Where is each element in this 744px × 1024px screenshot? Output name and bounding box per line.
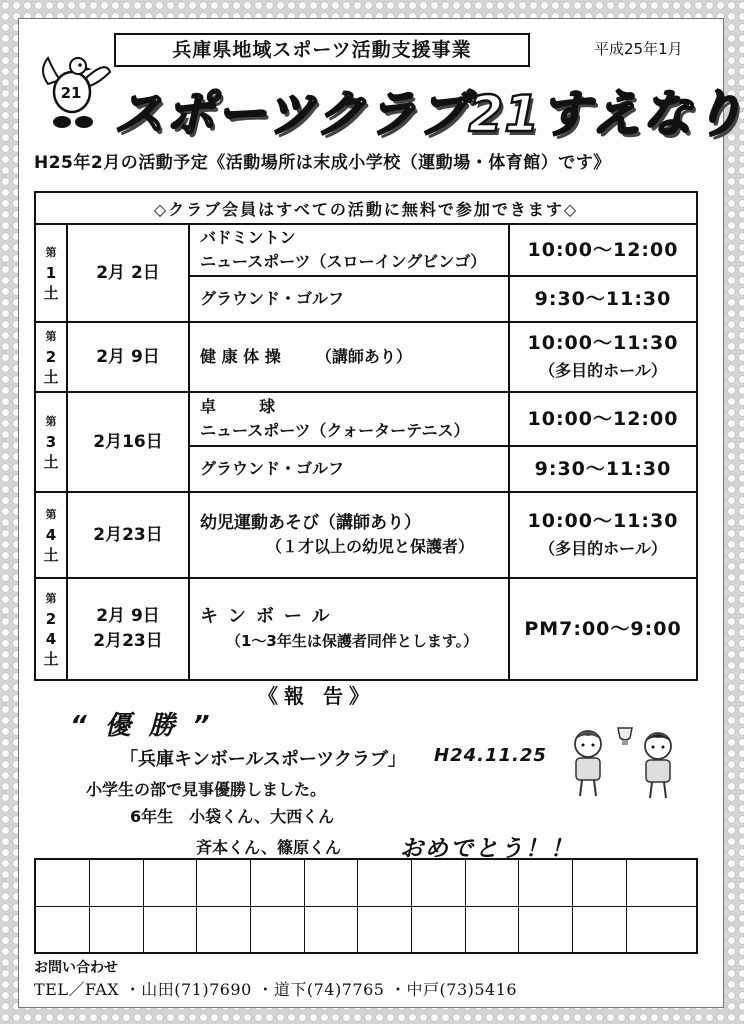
contact-label: お問い合わせ (34, 960, 118, 976)
schedule-intro: H25年2月の活動予定《活動場所は末成小学校（運動場・体育館）です》 (34, 153, 611, 173)
date-cell: 2月 9日 2月23日 (67, 578, 189, 680)
activity-cell: バドミントン ニュースポーツ（スローイングビンゴ） (189, 224, 509, 276)
activity-cell: キンボール （1～3年生は保護者同伴とします。） (189, 578, 509, 680)
date-cell: 2月16日 (67, 392, 189, 492)
report-heading: 《報 告》 (258, 684, 375, 708)
activity-cell: グラウンド・ゴルフ (189, 446, 509, 492)
table-row (35, 322, 697, 392)
schedule-table (34, 191, 698, 681)
congratulations-text: おめでとう！！ (400, 836, 575, 862)
activity-cell: グラウンド・ゴルフ (189, 276, 509, 322)
time-cell: 10:00～11:30 （多目的ホール） (509, 492, 697, 578)
date-cell: 2月23日 (67, 492, 189, 578)
notice-row (35, 192, 697, 224)
week-label: 第 1 土 (35, 224, 67, 322)
time-cell: 9:30～11:30 (509, 446, 697, 492)
table-row (35, 224, 697, 276)
event-date: H24.11.25 (434, 745, 547, 766)
activity-cell: 卓 球 ニュースポーツ（クォーターテニス） (189, 392, 509, 446)
members-line-1: 6年生 小袋くん、大西くん (130, 807, 335, 826)
week-label: 第 4 土 (35, 492, 67, 578)
activity-cell: 健 康 体 操 （講師あり） (189, 322, 509, 392)
time-cell: 9:30～11:30 (509, 276, 697, 322)
kids-trophy-icon (560, 722, 690, 802)
team-name: 「兵庫キンボールスポーツクラブ」 (120, 749, 407, 770)
bird-mascot-icon (34, 52, 112, 130)
date-cell: 2月 2日 (67, 224, 189, 322)
time-cell: 10:00～12:00 (509, 224, 697, 276)
time-cell: PM7:00～9:00 (509, 578, 697, 680)
mascot-label: 21 (60, 84, 82, 102)
time-cell: 10:00～11:30 （多目的ホール） (509, 322, 697, 392)
issue-date: 平成25年1月 (594, 40, 683, 58)
program-name-box: 兵庫県地域スポーツ活動支援事業 (114, 33, 530, 67)
activity-cell: 幼児運動あそび（講師あり） （１才以上の幼児と保護者） (189, 492, 509, 578)
date-cell: 2月 9日 (67, 322, 189, 392)
week-label: 第 2 土 (35, 322, 67, 392)
club-title: スポーツクラブ21すえなり (114, 85, 744, 143)
time-cell: 10:00～12:00 (509, 392, 697, 446)
table-row (35, 392, 697, 446)
free-participation-notice: ◇クラブ会員はすべての活動に無料で参加できます◇ (35, 192, 697, 224)
table-row (35, 492, 697, 578)
members-line-2: 斉本くん、篠原くん (196, 838, 341, 857)
week-label: 第 3 土 (35, 392, 67, 492)
week-label: 第 2 4 土 (35, 578, 67, 680)
blank-grid (34, 858, 698, 954)
result-text: 小学生の部で見事優勝しました。 (86, 780, 327, 799)
contact-numbers: TEL／FAX ・山田(71)7690 ・道下(74)7765 ・中戸(73)5416 (34, 980, 518, 999)
champion-title: “優勝” (70, 711, 228, 741)
table-row (35, 578, 697, 680)
